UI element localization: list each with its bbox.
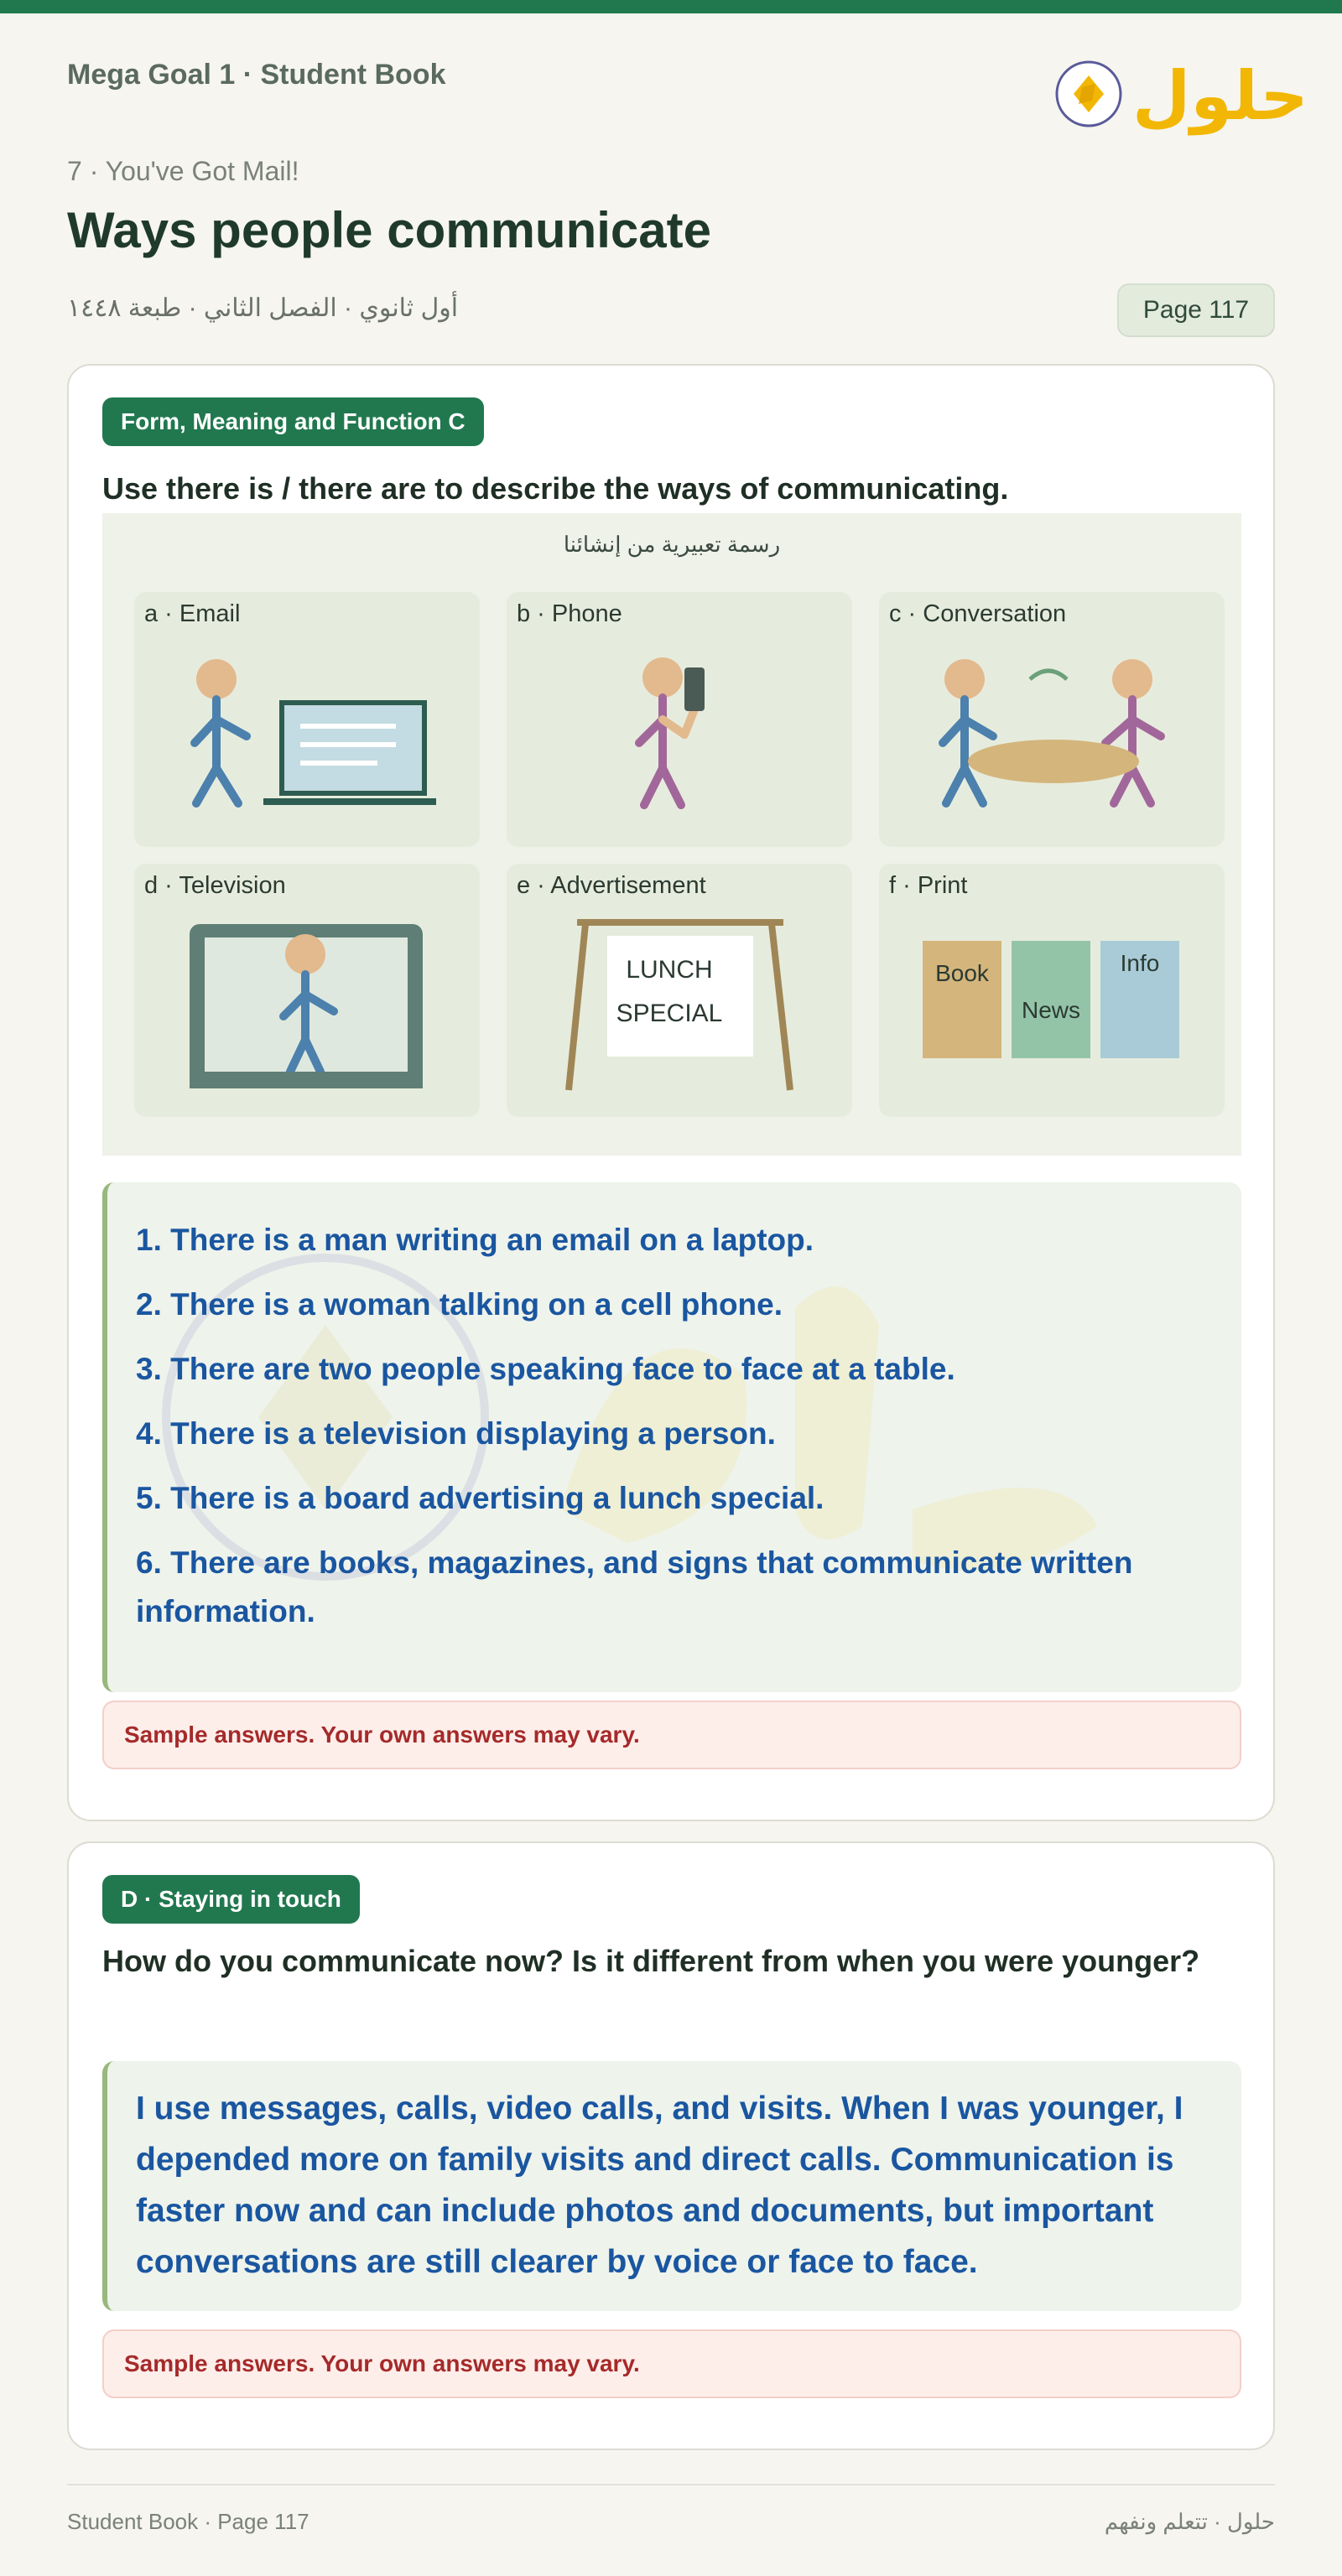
panel-phone-label: b · Phone — [517, 600, 622, 627]
sign-line-1: LUNCH — [626, 956, 713, 984]
print-media-icon — [879, 864, 1225, 1117]
answer-4: 4. There is a television displaying a person. — [136, 1416, 776, 1451]
panel-television-label: d · Television — [144, 872, 286, 899]
print-book-label: Book — [935, 960, 989, 986]
section-d-card — [67, 1841, 1275, 2450]
panel-print-label: f · Print — [889, 872, 968, 899]
section-d-answer-box — [102, 2061, 1241, 2311]
conversation-illustration-icon — [879, 592, 1225, 847]
phone-illustration-icon — [507, 592, 852, 847]
sign-line-2: SPECIAL — [616, 1000, 723, 1027]
section-c-sample-note: Sample answers. Your own answers may vary. — [102, 1701, 1241, 1769]
answer-3: 3. There are two people speaking face to face at a table. — [136, 1352, 955, 1386]
panel-television — [134, 864, 480, 1117]
panel-phone — [507, 592, 852, 847]
panel-advertisement — [507, 864, 852, 1117]
illustration-panel — [102, 513, 1241, 1156]
section-d-badge: D · Staying in touch — [102, 1875, 360, 1924]
section-d-question: How do you communicate now? Is it different from when you were younger? — [102, 1944, 1200, 1978]
hulul-logo-icon — [1055, 50, 1308, 138]
email-illustration-icon — [134, 592, 480, 847]
panel-conversation-label: c · Conversation — [889, 600, 1067, 627]
illustration-caption: رسمة تعبيرية من إنشائنا — [563, 532, 781, 557]
section-d-answer: I use messages, calls, video calls, and visits. When I was younger, I depended more on family visits and direct calls. Communication is faster now and can include photos and documents, but important conversations are still clearer by voice or face to face. — [136, 2090, 1183, 2280]
television-illustration-icon — [134, 864, 480, 1117]
panel-conversation — [879, 592, 1225, 847]
advertisement-board-icon — [507, 864, 852, 1117]
footer-divider — [67, 2484, 1275, 2485]
footer-brand-label: حلول · تتعلم ونفهم — [1104, 2509, 1275, 2534]
answer-5: 5. There is a board advertising a lunch special. — [136, 1481, 824, 1515]
section-c-card — [67, 364, 1275, 1821]
top-accent-bar — [0, 0, 1342, 13]
unit-label: 7 · You've Got Mail! — [67, 156, 299, 186]
page-number-badge: Page 117 — [1117, 283, 1275, 337]
footer-page-label: Student Book · Page 117 — [67, 2509, 309, 2534]
answer-1: 1. There is a man writing an email on a laptop. — [136, 1223, 814, 1257]
logo-wordmark: حلول — [1132, 57, 1308, 135]
print-info-label: Info — [1120, 950, 1160, 976]
grade-meta: أول ثانوي · الفصل الثاني · طبعة ١٤٤٨ — [67, 294, 459, 322]
section-d-sample-note: Sample answers. Your own answers may vary. — [102, 2329, 1241, 2398]
panel-advertisement-label: e · Advertisement — [517, 872, 706, 899]
section-c-badge: Form, Meaning and Function C — [102, 397, 484, 446]
book-title: Mega Goal 1 · Student Book — [67, 59, 446, 91]
panel-email — [134, 592, 480, 847]
answer-6: 6. There are books, magazines, and signs that communicate written information. — [136, 1545, 1133, 1628]
page-title: Ways people communicate — [67, 202, 711, 258]
panel-print — [879, 864, 1225, 1117]
section-c-question: Use there is / there are to describe the ways of communicating. — [102, 471, 1009, 506]
answer-2: 2. There is a woman talking on a cell phone. — [136, 1287, 783, 1322]
panel-email-label: a · Email — [144, 600, 241, 627]
print-news-label: News — [1021, 997, 1081, 1023]
section-c-answers — [102, 1182, 1241, 1692]
page-header — [67, 57, 1308, 135]
